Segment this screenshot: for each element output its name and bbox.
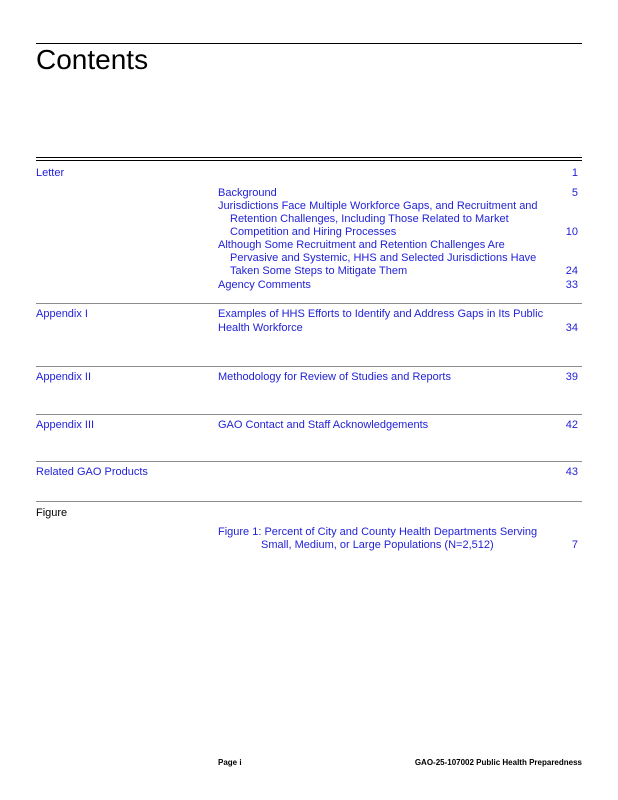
appendix-2-page[interactable]: 39 bbox=[565, 371, 578, 383]
divider-related bbox=[36, 461, 582, 462]
toc-recruitment-page[interactable]: 24 bbox=[565, 265, 578, 277]
appendix-1-page[interactable]: 34 bbox=[565, 322, 578, 334]
toc-workforce-gaps-page[interactable]: 10 bbox=[565, 226, 578, 238]
letter-link[interactable]: Letter bbox=[36, 167, 65, 179]
figure-1-title-line1[interactable]: Figure 1: Percent of City and County Health Departments Serving bbox=[218, 526, 538, 538]
figure-1-title-line2[interactable]: Small, Medium, or Large Populations (N=2,512) bbox=[261, 539, 494, 551]
appendix-3-label[interactable]: Appendix III bbox=[36, 419, 95, 431]
appendix-1-label[interactable]: Appendix I bbox=[36, 308, 88, 320]
divider-appendix-3 bbox=[36, 414, 582, 415]
related-products-page[interactable]: 43 bbox=[565, 466, 578, 478]
divider-appendix-1 bbox=[36, 303, 582, 304]
toc-workforce-gaps-line1[interactable]: Jurisdictions Face Multiple Workforce Gaps, and Recruitment and bbox=[218, 200, 538, 212]
appendix-1-title-line2[interactable]: Health Workforce bbox=[218, 322, 303, 334]
contents-double-rule-top bbox=[36, 157, 582, 158]
divider-appendix-2 bbox=[36, 366, 582, 367]
appendix-2-label[interactable]: Appendix II bbox=[36, 371, 92, 383]
appendix-1-title-line1[interactable]: Examples of HHS Efforts to Identify and Address Gaps in Its Public bbox=[218, 308, 544, 320]
footer-report-id: GAO-25-107002 Public Health Preparedness bbox=[414, 758, 582, 767]
toc-background-page[interactable]: 5 bbox=[571, 187, 578, 199]
divider-figure bbox=[36, 501, 582, 502]
related-products-link[interactable]: Related GAO Products bbox=[36, 466, 148, 478]
toc-workforce-gaps-line3[interactable]: Competition and Hiring Processes bbox=[230, 226, 397, 238]
figure-section-label: Figure bbox=[36, 507, 68, 519]
contents-double-rule-bottom bbox=[36, 160, 582, 161]
figure-1-page[interactable]: 7 bbox=[571, 539, 578, 551]
appendix-3-title[interactable]: GAO Contact and Staff Acknowledgements bbox=[218, 419, 429, 431]
toc-recruitment-line1[interactable]: Although Some Recruitment and Retention Challenges Are bbox=[218, 239, 505, 251]
toc-background[interactable]: Background bbox=[218, 187, 277, 199]
appendix-2-title[interactable]: Methodology for Review of Studies and Reports bbox=[218, 371, 451, 383]
page-title: Contents bbox=[36, 44, 149, 75]
toc-workforce-gaps-line2[interactable]: Retention Challenges, Including Those Related to Market bbox=[230, 213, 509, 225]
toc-agency-comments-page[interactable]: 33 bbox=[565, 279, 578, 291]
letter-page[interactable]: 1 bbox=[571, 167, 578, 179]
toc-recruitment-line2[interactable]: Pervasive and Systemic, HHS and Selected Jurisdictions Have bbox=[230, 252, 537, 264]
appendix-3-page[interactable]: 42 bbox=[565, 419, 578, 431]
toc-recruitment-line3[interactable]: Taken Some Steps to Mitigate Them bbox=[230, 265, 408, 277]
toc-agency-comments[interactable]: Agency Comments bbox=[218, 279, 311, 291]
footer-page-number: Page i bbox=[218, 758, 242, 767]
